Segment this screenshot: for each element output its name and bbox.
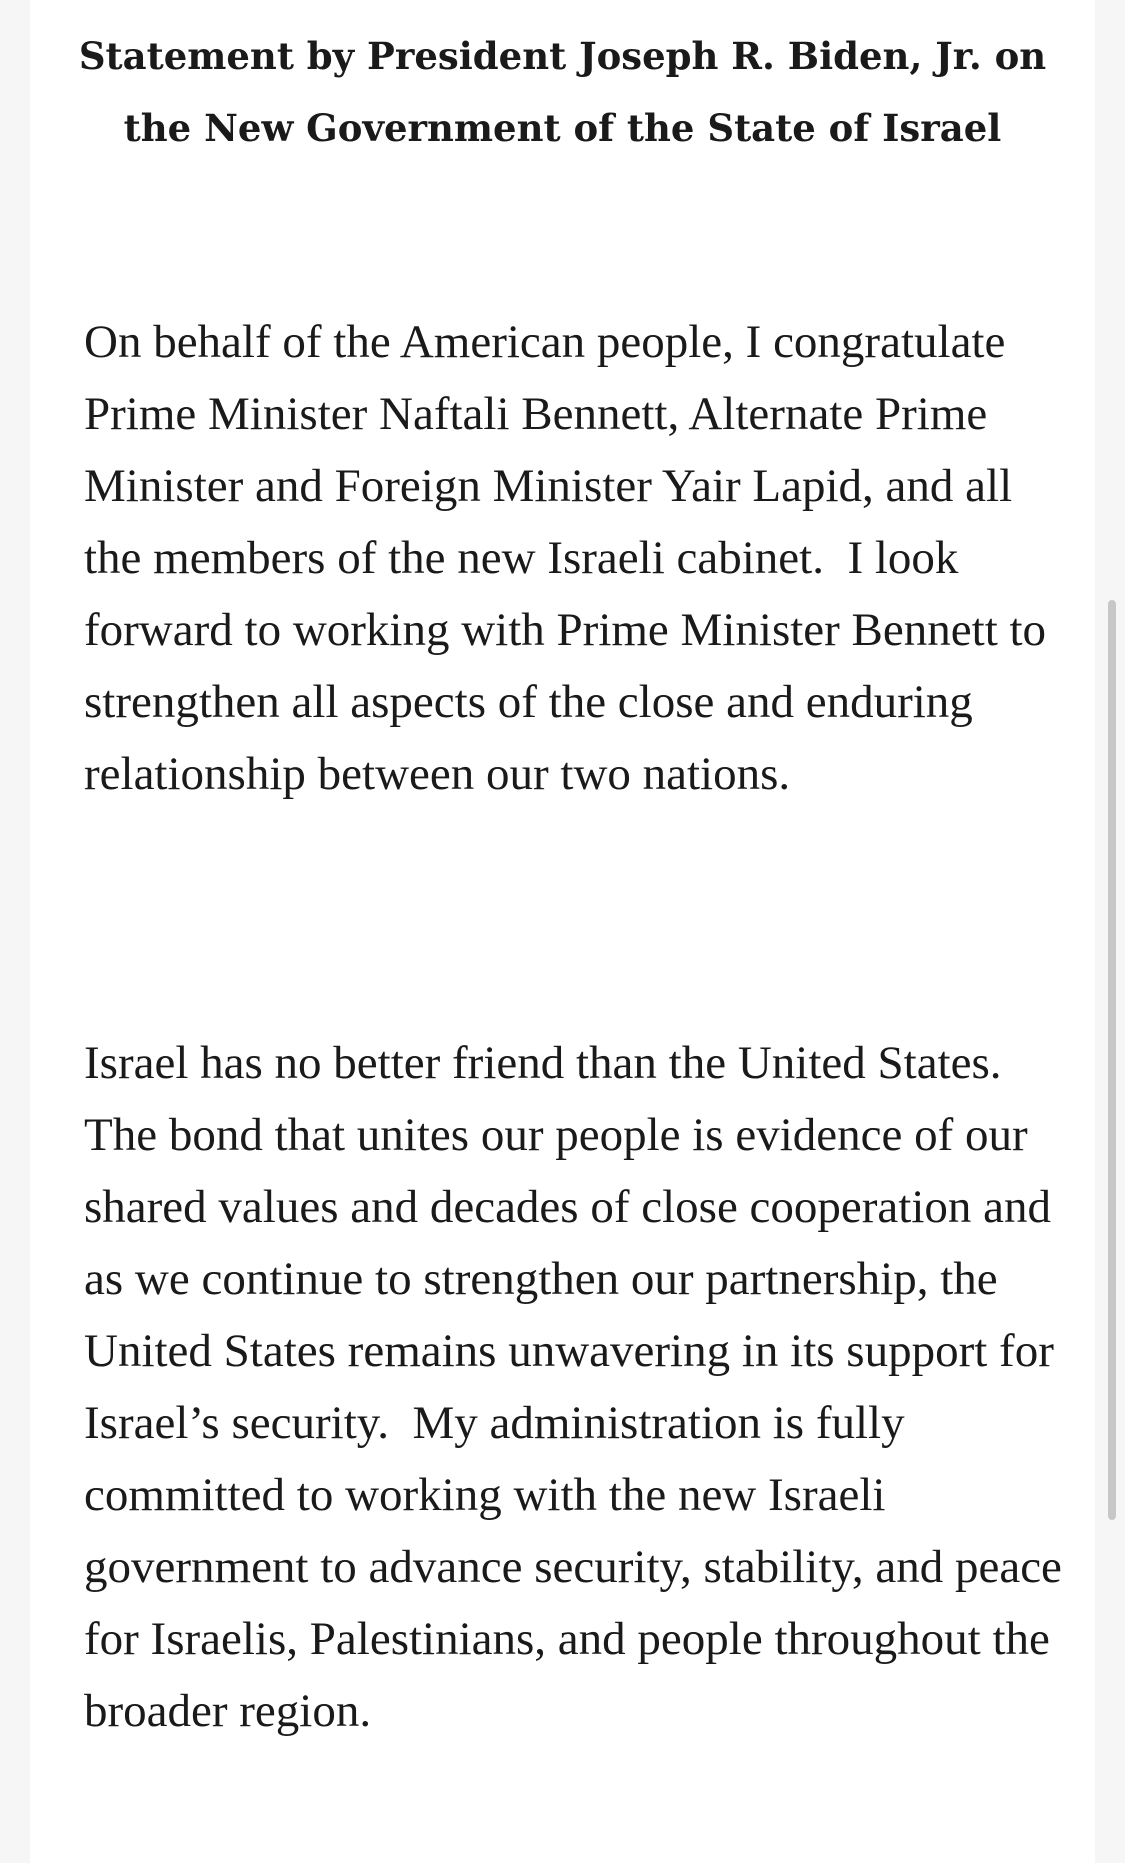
statement-title: Statement by President Joseph R. Biden, Jr. on the New Government of the State of Israel	[78, 34, 1047, 150]
statement-paragraph-2: Israel has no better friend than the United States. The bond that unites our people is evidence of our shared values and decades of close cooperation and as we continue to strengthen our partnership, the United States remains unwavering in its support for Israel’s security. My administration is fully committed to working with the new Israeli government to advance security, stability, and peace for Israelis, Palestinians, and people throughout the broader region.	[84, 1037, 1074, 1737]
vertical-scrollbar[interactable]	[1108, 600, 1116, 1520]
document-page	[30, 0, 1095, 1863]
statement-paragraph-1: On behalf of the American people, I congratulate Prime Minister Naftali Bennett, Alternate Prime Minister and Foreign Minister Yair Lapid, and all the members of the new Israeli cabinet. I look forward to working with Prime Minister Bennett to strengthen all aspects of the close and enduring relationship between our two nations.	[84, 316, 1058, 800]
